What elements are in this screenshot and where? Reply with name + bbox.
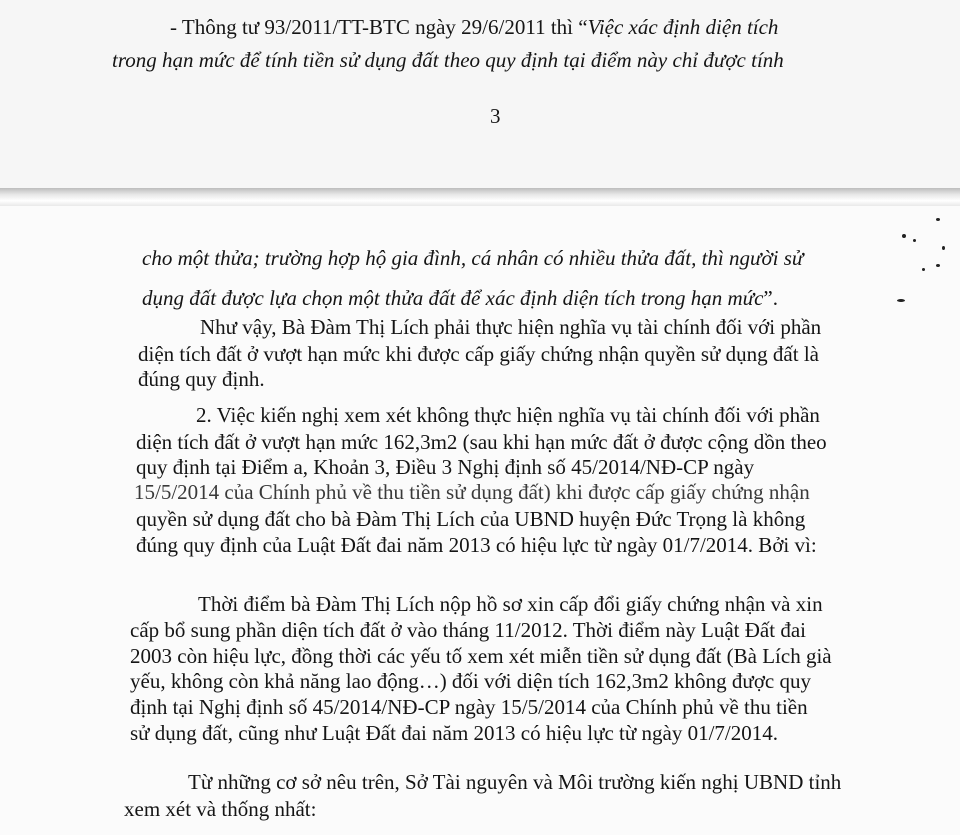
page-bottom — [0, 206, 960, 835]
para2-line-5: quyền sử dụng đất cho bà Đàm Thị Lích của UBND huyện Đức Trọng là không — [136, 507, 806, 531]
scan-speck — [922, 268, 925, 271]
para3-line-4: yếu, không còn khả năng lao động…) đối với diện tích 162,3m2 không được quy — [130, 669, 811, 693]
para3-line-2: cấp bổ sung phần diện tích đất ở vào tháng 11/2012. Thời điểm này Luật Đất đai — [130, 618, 806, 642]
top-line-1-italic: Việc xác định diện tích — [587, 15, 779, 39]
para3-line-3: 2003 còn hiệu lực, đồng thời các yếu tố xem xét miễn tiền sử dụng đất (Bà Lích già — [130, 644, 832, 668]
top-line-2: trong hạn mức để tính tiền sử dụng đất theo quy định tại điểm này chỉ được tính — [112, 48, 784, 72]
para3-line-1: Thời điểm bà Đàm Thị Lích nộp hồ sơ xin cấp đổi giấy chứng nhận và xin — [198, 592, 823, 616]
scan-speck — [913, 239, 916, 242]
para4-line-2: xem xét và thống nhất: — [124, 797, 317, 821]
page-separator — [0, 188, 960, 206]
para3-line-5: định tại Nghị định số 45/2014/NĐ-CP ngày 15/5/2014 của Chính phủ về thu tiền — [130, 695, 808, 719]
scan-speck — [897, 299, 905, 302]
para1-line-2: diện tích đất ở vượt hạn mức khi được cấp giấy chứng nhận quyền sử dụng đất là — [138, 342, 819, 366]
para2-line-1: 2. Việc kiến nghị xem xét không thực hiện nghĩa vụ tài chính đối với phần — [196, 403, 820, 427]
para3-line-6: sử dụng đất, cũng như Luật Đất đai năm 2013 có hiệu lực từ ngày 01/7/2014. — [130, 721, 778, 745]
quote-line-2 — [142, 286, 778, 310]
scan-speck — [936, 264, 940, 267]
para2-line-3: quy định tại Điểm a, Khoản 3, Điều 3 Nghị định số 45/2014/NĐ-CP ngày — [136, 455, 755, 479]
quote-line-2-text: dụng đất được lựa chọn một thửa đất để xác định diện tích trong hạn mức — [142, 286, 764, 310]
top-line-1 — [170, 15, 778, 39]
scan-speck — [902, 234, 906, 238]
top-line-1-prefix: - Thông tư 93/2011/TT-BTC ngày 29/6/2011 thì “ — [170, 15, 588, 39]
quote-line-1: cho một thửa; trường hợp hộ gia đình, cá nhân có nhiều thửa đất, thì người sử — [142, 246, 804, 270]
para2-line-2: diện tích đất ở vượt hạn mức 162,3m2 (sau khi hạn mức đất ở được cộng dồn theo — [136, 430, 827, 454]
para2-line-4: 15/5/2014 của Chính phủ về thu tiền sử dụng đất) khi được cấp giấy chứng nhận — [134, 480, 810, 504]
para2-line-6: đúng quy định của Luật Đất đai năm 2013 có hiệu lực từ ngày 01/7/2014. Bởi vì: — [136, 533, 817, 557]
para1-line-3: đúng quy định. — [138, 367, 265, 391]
scan-speck — [942, 246, 945, 250]
scan-speck — [936, 218, 940, 221]
quote-close: ”. — [763, 286, 778, 310]
page-top — [0, 0, 960, 188]
para4-line-1: Từ những cơ sở nêu trên, Sở Tài nguyên và Môi trường kiến nghị UBND tỉnh — [188, 770, 842, 794]
para1-line-1: Như vậy, Bà Đàm Thị Lích phải thực hiện nghĩa vụ tài chính đối với phần — [200, 315, 822, 339]
page-number: 3 — [490, 104, 501, 128]
